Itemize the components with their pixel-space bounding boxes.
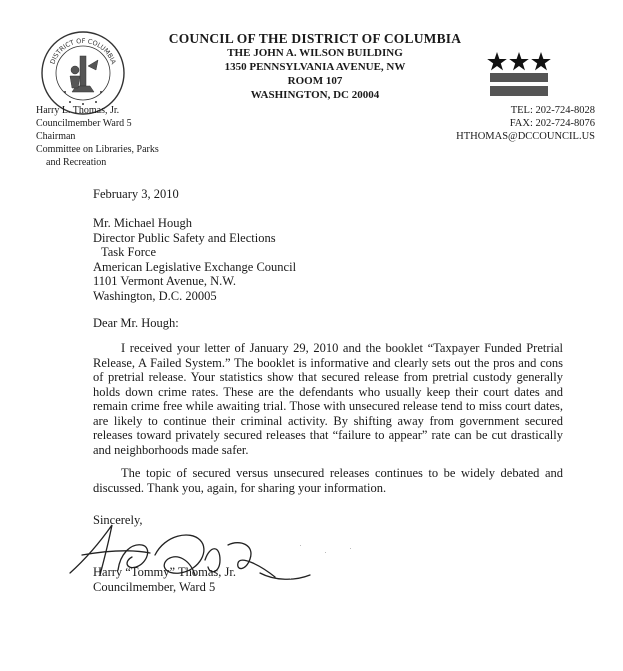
tel-number: TEL: 202-724-8028 [510, 105, 595, 116]
street-address: 1350 PENNSYLVANIA AVENUE, NW [224, 61, 406, 73]
recipient-street: 1101 Vermont Avenue, N.W. [93, 274, 237, 288]
sender-title: Councilmember Ward 5 [36, 118, 132, 129]
body-paragraph-1: I received your letter of January 29, 2010 and the booklet “Taxpayer Funded Pretrial Release, A Failed System.” The booklet is informative and clearly sets out the pros and cons of pretrial release. Your statistics show that secured release from pretrial custody generally holds down crime rates. These are the defendants who usually keep their court dates and remain crime free while awaiting trial. Those with unsecured release tend to miss court dates, are likely to continue their criminal activity. By shifting away from government secured releases toward privately secured releases that “failure to appear” rate can be cut drastically and neighborhoods made safer. [93, 341, 563, 457]
sender-info [36, 104, 159, 169]
sender-committee-cont: and Recreation [46, 157, 107, 168]
recipient-title: Director Public Safety and Elections [93, 230, 276, 245]
city-address: WASHINGTON, DC 20004 [250, 89, 380, 101]
closing: Sincerely, [93, 513, 143, 527]
scan-speck [290, 578, 291, 579]
signature-title: Councilmember, Ward 5 [93, 580, 216, 594]
letterhead [150, 32, 480, 102]
council-name: COUNCIL OF THE DISTRICT OF COLUMBIA [168, 31, 462, 46]
sender-role: Chairman [36, 131, 76, 142]
recipient-name: Mr. Michael Hough [93, 216, 192, 230]
signature-name: Harry “Tommy” Thomas, Jr. [93, 565, 236, 579]
sender-committee: Committee on Libraries, Parks [36, 144, 159, 155]
email-address: HTHOMAS@DCCOUNCIL.US [456, 131, 595, 142]
letter-date: February 3, 2010 [93, 187, 179, 201]
svg-text:DISTRICT OF COLUMBIA: DISTRICT OF COLUMBIA [48, 36, 118, 66]
recipient-address [93, 216, 296, 303]
fax-number: FAX: 202-724-8076 [509, 118, 595, 129]
sender-name: Harry L. Thomas, Jr. [36, 105, 120, 116]
recipient-city: Washington, D.C. 20005 [93, 288, 217, 303]
recipient-title-cont: Task Force [101, 245, 157, 259]
body-paragraph-2: The topic of secured versus unsecured releases continues to be widely debated and discussed. Thank you, again, for sharing your information. [93, 466, 563, 495]
building-name: THE JOHN A. WILSON BUILDING [227, 47, 403, 59]
scan-speck [300, 545, 301, 546]
dc-flag-logo [486, 52, 552, 98]
scan-speck [325, 552, 326, 553]
scan-speck [350, 548, 351, 549]
contact-info [420, 104, 595, 143]
recipient-organization: American Legislative Exchange Council [93, 259, 297, 274]
room-number: ROOM 107 [287, 75, 343, 87]
salutation: Dear Mr. Hough: [93, 316, 179, 330]
